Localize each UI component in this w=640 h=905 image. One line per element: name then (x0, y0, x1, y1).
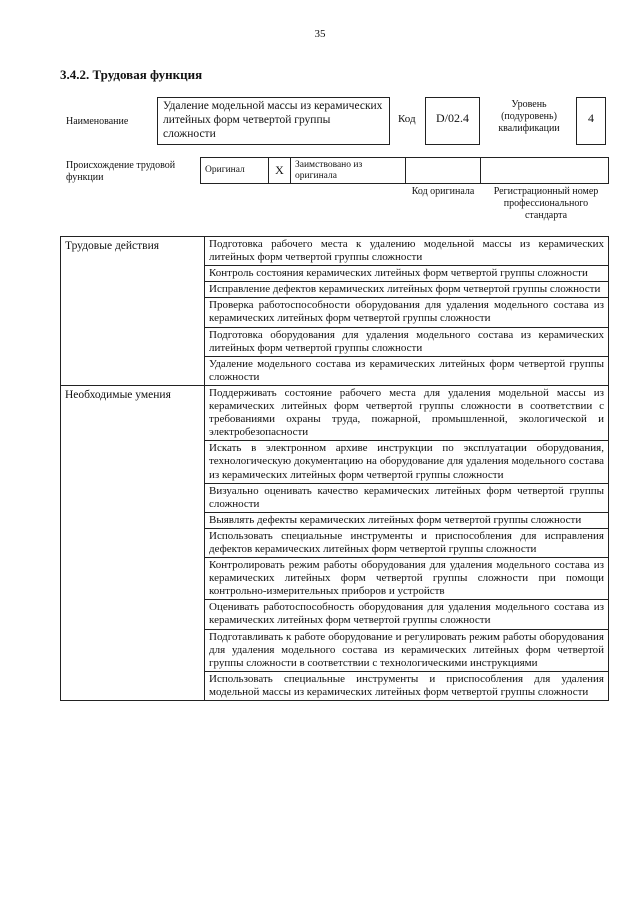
section-item: Подготавливать к работе оборудование и регулировать режим работы оборудования для удаления модельного состава из керамических литейных форм четвертой группы сложности в соответствии с технологическими инструкциями (205, 629, 609, 671)
level-label: Уровень (подуровень) квалификации (498, 99, 560, 134)
section-item: Оценивать работоспособность оборудования для удаления модельного состава из керамических литейных форм четвертой группы сложности (205, 600, 609, 629)
section-item: Выявлять дефекты керамических литейных форм четвертой группы сложности (205, 512, 609, 528)
page-number: 35 (314, 28, 326, 40)
table-row (61, 385, 609, 440)
level-box: 4 (576, 97, 606, 145)
origin-table (200, 157, 609, 184)
original-mark: X (269, 158, 291, 184)
code-original-cell (406, 158, 481, 184)
section-item: Использовать специальные инструменты и приспособления для удаления модельной массы из керамических литейных форм четвертой группы сложности (205, 671, 609, 700)
section-item: Поддерживать состояние рабочего места для удаления модельной массы из керамических литейных форм четвертой группы сложности в соответствии с требованиями охраны труда, пожарной, промышленной, экологической и электробезопасности (205, 385, 609, 440)
borrowed-cell: Заимствовано из оригинала (291, 158, 406, 184)
code-original-caption: Код оригинала (411, 186, 475, 197)
section-item: Визуально оценивать качество керамических литейных форм четвертой группы сложности (205, 483, 609, 512)
section-category: Трудовые действия (61, 237, 205, 386)
section-item: Подготовка оборудования для удаления модельного состава из керамических литейных форм четвертой группы сложности (205, 327, 609, 356)
table-row (61, 237, 609, 266)
origin-label: Происхождение трудовой функции (66, 160, 176, 183)
section-item: Искать в электронном архиве инструкции по эксплуатации оборудования, технологическую документацию на оборудование для удаления модельного состава из керамических литейных форм четвертой группы сложности (205, 441, 609, 483)
section-item: Удаление модельного состава из керамических литейных форм четвертой группы сложности (205, 356, 609, 385)
function-name-box: Удаление модельной массы из керамических литейных форм четвертой группы сложности (157, 97, 390, 145)
original-cell: Оригинал (201, 158, 269, 184)
section-category: Необходимые умения (61, 385, 205, 700)
labor-function-table (60, 236, 609, 701)
code-label: Код (398, 113, 416, 125)
section-item: Подготовка рабочего места к удалению модельной массы из керамических литейных форм четвертой группы сложности (205, 237, 609, 266)
section-item: Контролировать режим работы оборудования для удаления модельного состава из керамических литейных форм четвертой группы сложности при помощи контрольно-измерительных приборов и устройств (205, 558, 609, 600)
name-label: Наименование (66, 116, 129, 127)
reg-number-caption: Регистрационный номер профессионального стандарта (493, 186, 599, 221)
section-title: 3.4.2. Трудовая функция (60, 67, 203, 82)
section-item: Исправление дефектов керамических литейных форм четвертой группы сложности (205, 282, 609, 298)
function-code-box: D/02.4 (425, 97, 480, 145)
section-item: Проверка работоспособности оборудования для удаления модельного состава из керамических литейных форм четвертой группы сложности (205, 298, 609, 327)
section-item: Использовать специальные инструменты и приспособления для исправления дефектов керамических литейных форм четвертой группы сложности (205, 528, 609, 557)
section-item: Контроль состояния керамических литейных форм четвертой группы сложности (205, 266, 609, 282)
reg-number-cell (481, 158, 609, 184)
